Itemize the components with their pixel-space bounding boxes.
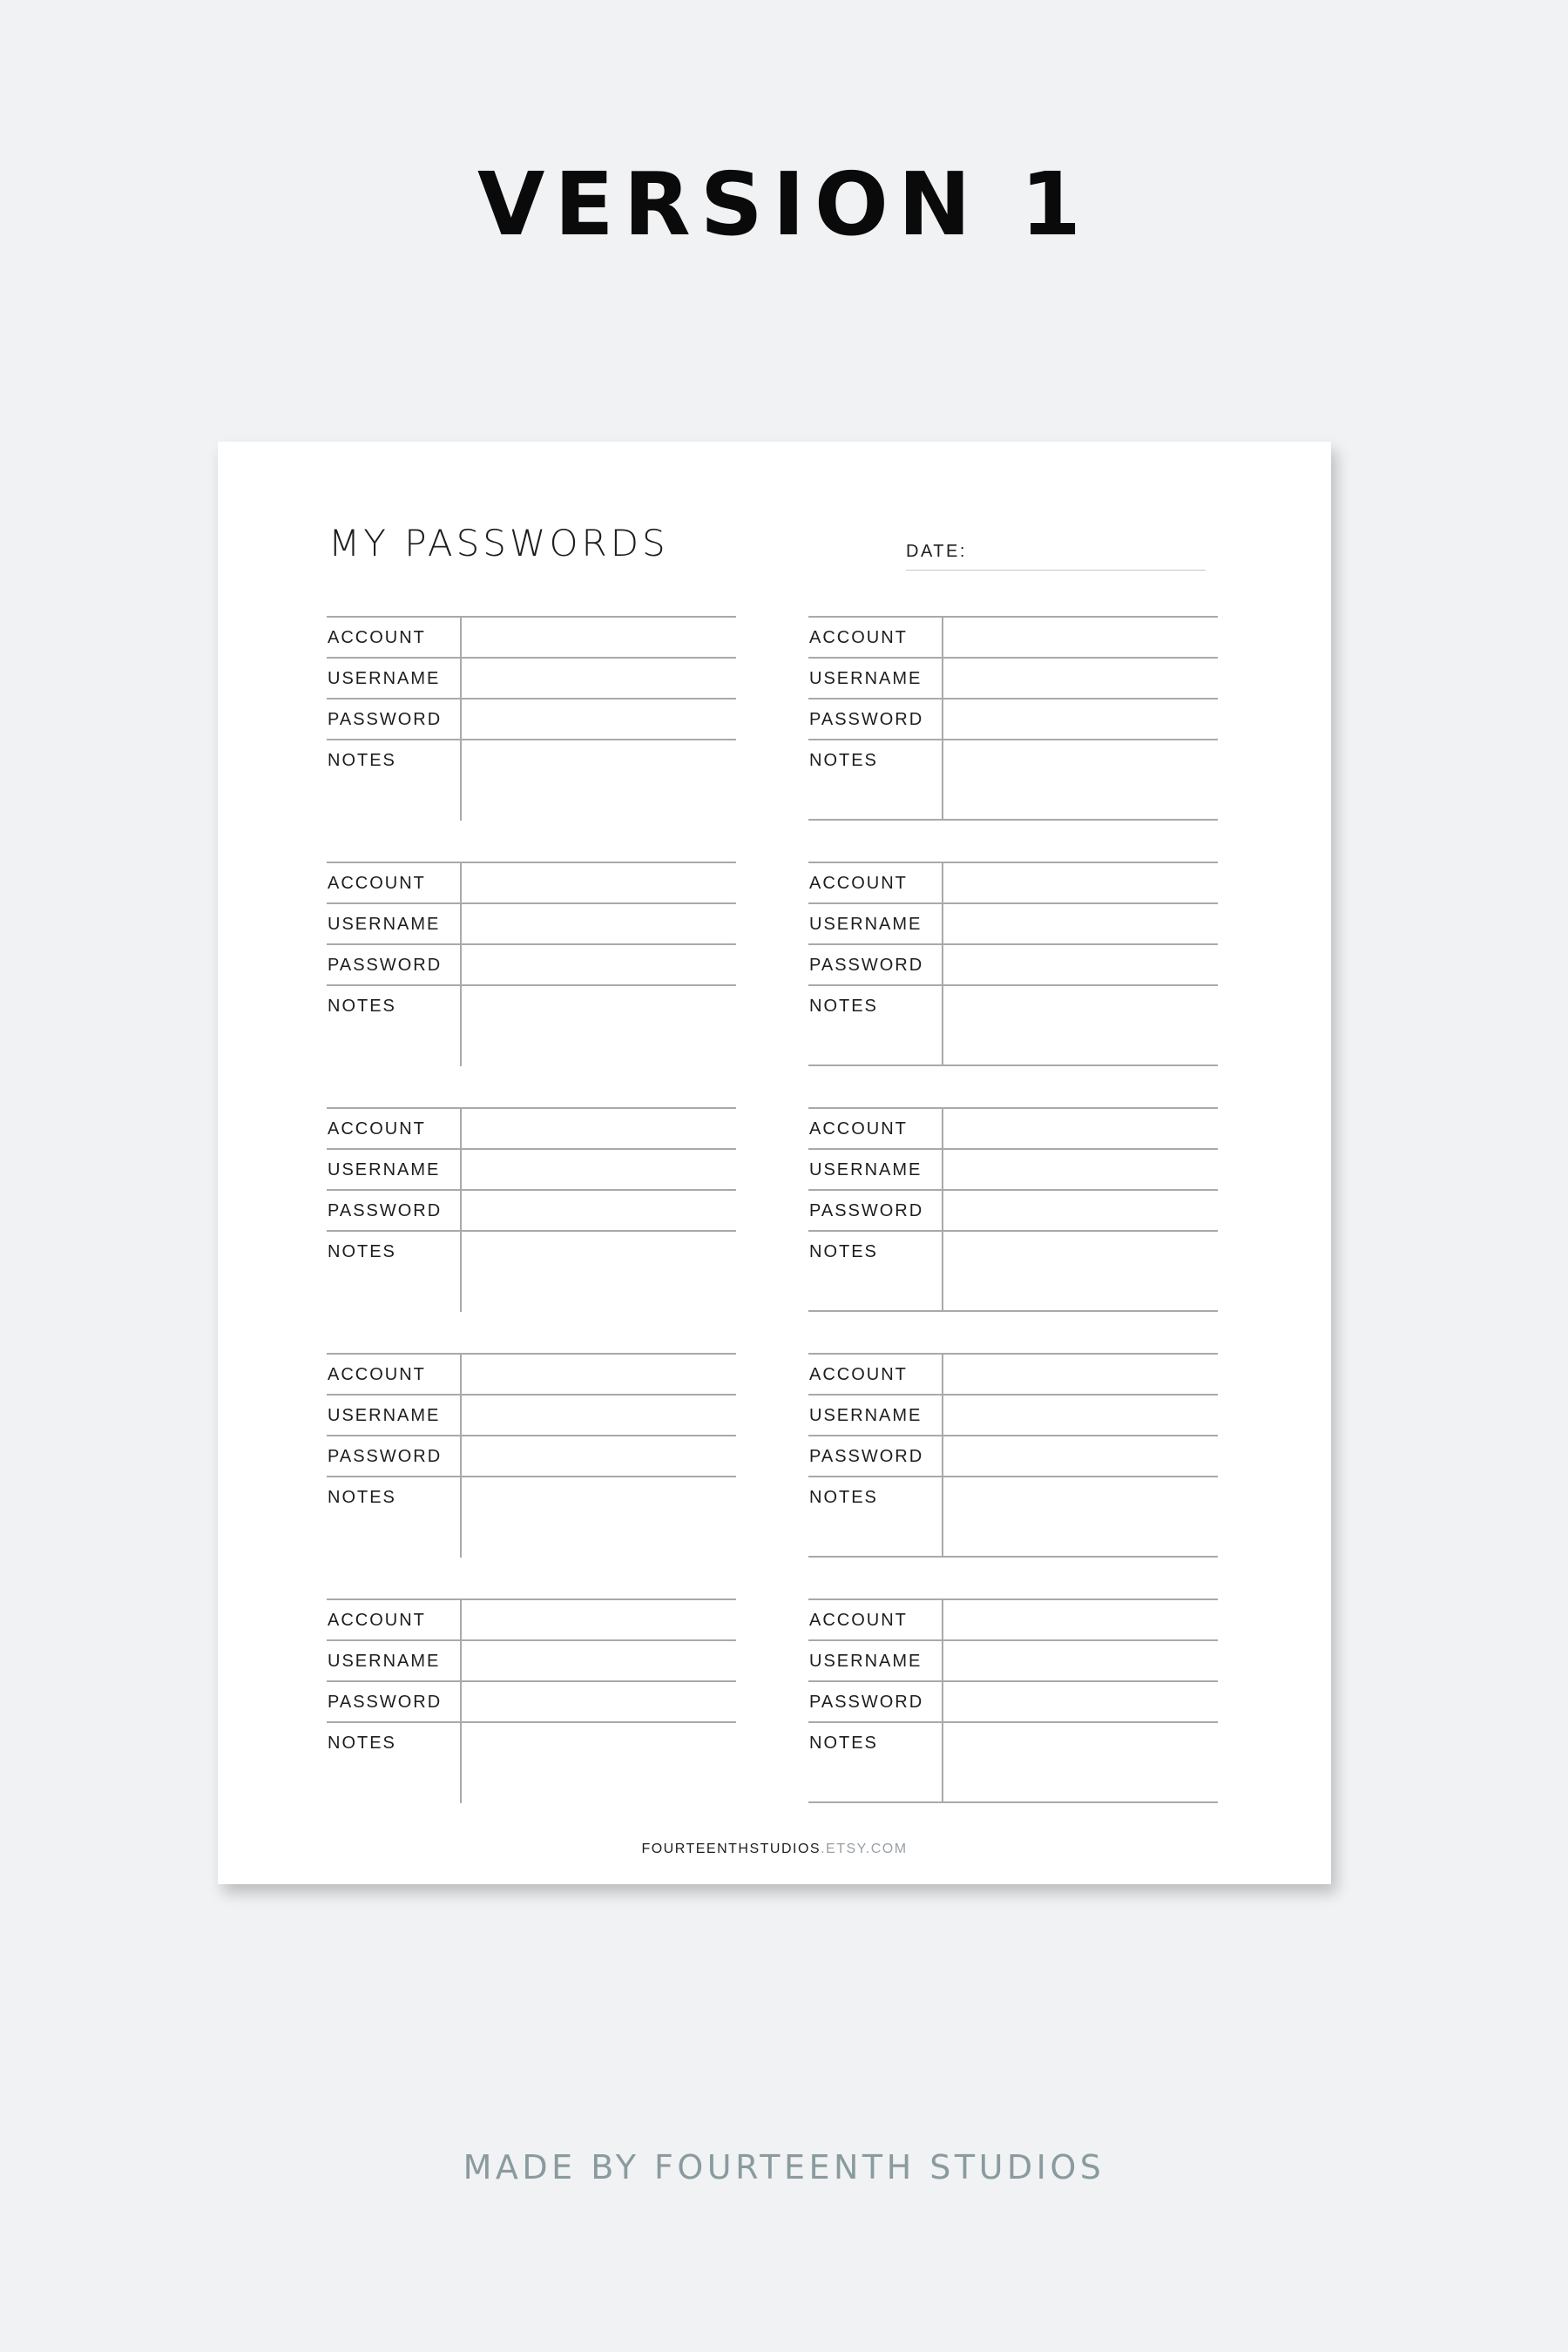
username-label: USERNAME — [328, 1652, 441, 1671]
column-divider — [460, 862, 462, 1066]
notes-row[interactable] — [808, 1721, 1218, 1803]
username-label: USERNAME — [809, 669, 923, 688]
password-sheet — [218, 442, 1331, 1884]
column-divider — [942, 862, 943, 1066]
password-card — [808, 862, 1218, 1066]
password-row[interactable] — [327, 943, 736, 984]
username-row[interactable] — [327, 1148, 736, 1189]
notes-label: NOTES — [809, 751, 878, 770]
column-divider — [460, 616, 462, 821]
notes-label: NOTES — [328, 1734, 396, 1753]
account-row[interactable] — [327, 1107, 736, 1148]
password-card — [808, 1353, 1218, 1558]
password-label: PASSWORD — [809, 710, 924, 729]
notes-label: NOTES — [328, 1242, 396, 1261]
column-divider — [942, 1353, 943, 1558]
password-label: PASSWORD — [809, 1447, 924, 1466]
password-label: PASSWORD — [328, 1201, 443, 1220]
account-row[interactable] — [808, 1107, 1218, 1148]
username-label: USERNAME — [809, 1652, 923, 1671]
username-label: USERNAME — [809, 1160, 923, 1179]
made-by-credit: MADE BY FOURTEENTH STUDIOS — [463, 2148, 1105, 2186]
username-label: USERNAME — [328, 915, 441, 934]
account-label: ACCOUNT — [328, 874, 426, 893]
notes-row[interactable] — [327, 739, 736, 821]
username-label: USERNAME — [809, 1406, 923, 1425]
account-label: ACCOUNT — [328, 1365, 426, 1384]
password-card — [327, 616, 736, 821]
password-row[interactable] — [808, 1680, 1218, 1721]
password-label: PASSWORD — [809, 1201, 924, 1220]
account-label: ACCOUNT — [809, 1365, 908, 1384]
column-divider — [942, 616, 943, 821]
password-card — [327, 1598, 736, 1803]
card-bottom-divider — [808, 819, 1218, 821]
username-row[interactable] — [808, 1394, 1218, 1435]
username-row[interactable] — [327, 1639, 736, 1680]
password-card — [808, 1107, 1218, 1312]
password-row[interactable] — [327, 1189, 736, 1230]
account-label: ACCOUNT — [809, 1119, 908, 1139]
account-row[interactable] — [808, 1598, 1218, 1639]
notes-row[interactable] — [327, 1721, 736, 1803]
account-label: ACCOUNT — [809, 1611, 908, 1630]
date-label: DATE: — [906, 542, 967, 561]
username-row[interactable] — [327, 657, 736, 698]
notes-label: NOTES — [809, 1488, 878, 1507]
username-row[interactable] — [808, 902, 1218, 943]
password-row[interactable] — [327, 698, 736, 739]
card-bottom-divider — [808, 1310, 1218, 1312]
password-card — [327, 862, 736, 1066]
notes-row[interactable] — [808, 739, 1218, 821]
notes-row[interactable] — [327, 1476, 736, 1558]
notes-row[interactable] — [327, 984, 736, 1066]
notes-label: NOTES — [328, 997, 396, 1016]
account-row[interactable] — [327, 862, 736, 902]
password-label: PASSWORD — [328, 1693, 443, 1712]
password-card — [808, 1598, 1218, 1803]
notes-label: NOTES — [809, 997, 878, 1016]
notes-label: NOTES — [328, 1488, 396, 1507]
column-divider — [942, 1107, 943, 1312]
account-row[interactable] — [327, 1598, 736, 1639]
card-bottom-divider — [808, 1064, 1218, 1066]
account-label: ACCOUNT — [328, 1119, 426, 1139]
password-label: PASSWORD — [328, 710, 443, 729]
card-bottom-divider — [808, 1801, 1218, 1803]
account-row[interactable] — [808, 616, 1218, 657]
password-label: PASSWORD — [328, 1447, 443, 1466]
column-divider — [942, 1598, 943, 1803]
column-divider — [460, 1107, 462, 1312]
password-row[interactable] — [808, 1435, 1218, 1476]
account-label: ACCOUNT — [809, 628, 908, 647]
username-label: USERNAME — [328, 669, 441, 688]
account-row[interactable] — [808, 862, 1218, 902]
card-bottom-divider — [808, 1556, 1218, 1558]
account-row[interactable] — [327, 616, 736, 657]
column-divider — [460, 1598, 462, 1803]
password-label: PASSWORD — [809, 1693, 924, 1712]
password-label: PASSWORD — [328, 956, 443, 975]
password-label: PASSWORD — [809, 956, 924, 975]
username-row[interactable] — [327, 902, 736, 943]
username-row[interactable] — [808, 657, 1218, 698]
password-row[interactable] — [808, 1189, 1218, 1230]
username-label: USERNAME — [328, 1406, 441, 1425]
sheet-title: MY PASSWORDS — [328, 522, 669, 564]
notes-row[interactable] — [808, 1230, 1218, 1312]
footer-domain: .ETSY.COM — [821, 1842, 908, 1856]
account-label: ACCOUNT — [809, 874, 908, 893]
username-row[interactable] — [808, 1148, 1218, 1189]
notes-row[interactable] — [808, 984, 1218, 1066]
account-label: ACCOUNT — [328, 1611, 426, 1630]
password-card — [808, 616, 1218, 821]
password-row[interactable] — [327, 1435, 736, 1476]
username-row[interactable] — [327, 1394, 736, 1435]
notes-row[interactable] — [808, 1476, 1218, 1558]
username-row[interactable] — [808, 1639, 1218, 1680]
username-label: USERNAME — [809, 915, 923, 934]
password-card — [327, 1107, 736, 1312]
notes-label: NOTES — [809, 1242, 878, 1261]
account-label: ACCOUNT — [328, 628, 426, 647]
notes-label: NOTES — [328, 751, 396, 770]
notes-row[interactable] — [327, 1230, 736, 1312]
account-row[interactable] — [327, 1353, 736, 1394]
notes-label: NOTES — [809, 1734, 878, 1753]
sheet-footer — [218, 1841, 1331, 1858]
footer-brand: FOURTEENTHSTUDIOS — [641, 1842, 821, 1856]
password-card — [327, 1353, 736, 1558]
account-row[interactable] — [808, 1353, 1218, 1394]
password-row[interactable] — [808, 943, 1218, 984]
version-headline: VERSION 1 — [476, 153, 1092, 255]
column-divider — [460, 1353, 462, 1558]
password-row[interactable] — [327, 1680, 736, 1721]
password-row[interactable] — [808, 698, 1218, 739]
date-field[interactable] — [906, 533, 1206, 571]
username-label: USERNAME — [328, 1160, 441, 1179]
